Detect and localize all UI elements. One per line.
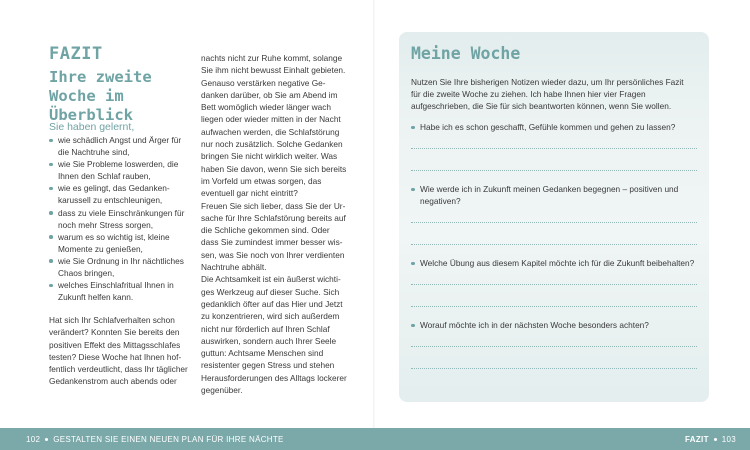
page-number-right: 103 [721,435,736,444]
list-item: warum es so wichtig ist, kleine Momente zu genießen, [49,231,189,255]
list-item: dass zu viele Einschränkungen für noch mehr Stress sorgen, [49,207,189,231]
worksheet-intro: Nutzen Sie Ihre bisherigen Notizen wieder dazu, um Ihr persönliches Fazit für die zweite Woche zu ziehen. Ich habe Ihnen hier vier Fragen aufgeschrieben, die Sie für sich beantworten können, wenn Sie wollen. [411,77,684,111]
body-paragraph: nachts nicht zur Ruhe kommt, solange Sie ihm nicht bewusst Einhalt gebieten. Genauso verstärken negative Gedanken darüber, ob Sie am Abend im Bett womöglich wieder länger wach liegen oder wieder mitten in der Nacht aufwachen werden, die Schlafstörung nur noch zusätzlich. Solche Gedanken bringen Sie nicht wirklich weiter. Was haben Sie davon, wenn Sie sich bereits im Vorfeld um etwas sorgen, das eventuell gar nicht eintritt? [201,53,347,199]
answer-line[interactable] [411,346,697,347]
list-item: wie Sie Probleme loswerden, die Ihnen den Schlaf rauben, [49,158,189,182]
question-item: Welche Übung aus diesem Kapitel möchte ich für die Zukunft beibehalten? [411,257,705,269]
body-paragraph: Freuen Sie sich lieber, dass Sie der Ursache für Ihre Schlafstörung bereits auf die Schliche gekommen sind. Oder dass Sie zumindest immer besser wissen, was Sie noch von Ihrer verdienten Nachtruhe abhält. [201,200,346,273]
chapter-kicker: FAZIT [49,44,103,64]
section-label: Sie haben gelernt, [49,121,135,133]
list-item: wie es gelingt, das Gedankenkarussell zu entschleunigen, [49,182,189,206]
footer-bar [0,428,750,450]
list-item: wie schädlich Angst und Ärger für die Nachtruhe sind, [49,134,189,158]
running-header-left: GESTALTEN SIE EINEN NEUEN PLAN FÜR IHRE NÄCHTE [53,435,284,444]
answer-line[interactable] [411,306,697,307]
answer-line[interactable] [411,368,697,369]
bullet-dot-icon [45,438,48,441]
learned-list [49,134,189,303]
question-item: Habe ich es schon geschafft, Gefühle kommen und gehen zu lassen? [411,121,705,133]
body-paragraph: Die Achtsamkeit ist ein äußerst wichtiges Werkzeug auf dieser Suche. Sich gedanklich öfter auf das Hier und Jetzt zu konzentrieren, wird sich außerdem nicht nur förderlich auf Ihren Schlaf auswirken, sondern auch Ihrer Seele guttun: Achtsame Menschen sind resistenter gegen Stress und stehen Herausforderungen des Alltags lockerer gegenüber. [201,274,347,396]
page-number-left: 102 [26,435,41,444]
bullet-dot-icon [714,438,717,441]
body-column-2 [201,52,347,396]
answer-line[interactable] [411,222,697,223]
question-item: Wie werde ich in Zukunft meinen Gedanken begegnen – positiven und negativen? [411,183,705,207]
footer-right [685,435,736,444]
page-title: Ihre zweite Woche im Überblick [49,68,152,124]
left-page [0,0,375,428]
worksheet-title: Meine Woche [411,44,521,63]
answer-line[interactable] [411,170,697,171]
answer-line[interactable] [411,244,697,245]
answer-line[interactable] [411,148,697,149]
footer-left [26,435,284,444]
question-item: Worauf möchte ich in der nächsten Woche besonders achten? [411,319,705,331]
body-paragraph: Hat sich Ihr Schlafverhalten schon verändert? Konnten Sie bereits den positiven Effekt des Mittagsschlafes testen? Diese Woche hat Ihnen hoffentlich verdeutlicht, dass Ihr täglicher Gedankenstrom auch abends oder [49,315,188,387]
list-item: wie Sie Ordnung in Ihr nächtliches Chaos bringen, [49,255,189,279]
list-item: welches Einschlafritual Ihnen in Zukunft helfen kann. [49,279,189,303]
running-header-right: FAZIT [685,435,709,444]
answer-line[interactable] [411,284,697,285]
